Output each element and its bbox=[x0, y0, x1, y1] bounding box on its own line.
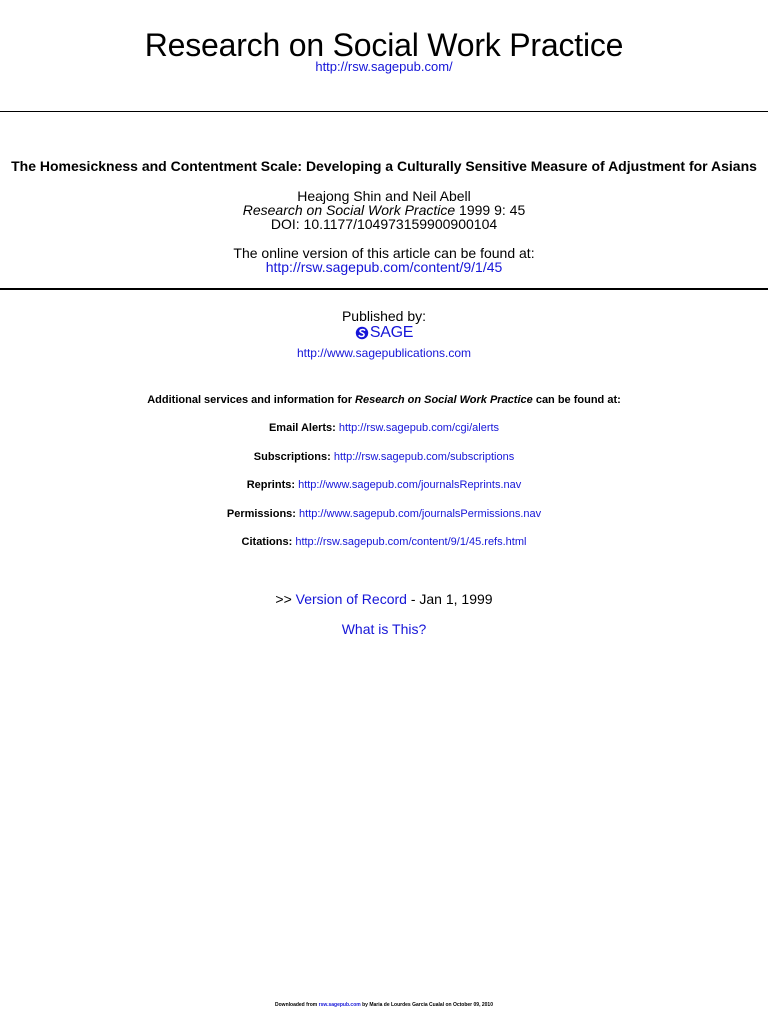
service-email-alerts bbox=[0, 422, 768, 435]
version-of-record-link[interactable]: Version of Record bbox=[295, 591, 407, 607]
service-label: Permissions: bbox=[226, 508, 296, 520]
what-is-this-line bbox=[0, 621, 768, 637]
sage-emblem-icon bbox=[355, 325, 369, 341]
journal-url-link[interactable]: http://rsw.sagepub.com/ bbox=[315, 59, 453, 74]
middle-divider bbox=[0, 288, 768, 290]
article-doi: DOI: 10.1177/104973159900900104 bbox=[270, 216, 498, 232]
service-label: Reprints: bbox=[246, 479, 296, 491]
online-version-label: The online version of this article can be found at: bbox=[233, 245, 535, 261]
permissions-link[interactable]: http://www.sagepub.com/journalsPermissions.nav bbox=[299, 508, 542, 520]
service-citations bbox=[0, 536, 768, 549]
journal-title: Research on Social Work Practice bbox=[144, 27, 624, 63]
publisher-url-link[interactable]: http://www.sagepublications.com bbox=[296, 346, 472, 360]
service-label: Citations: bbox=[241, 536, 293, 548]
top-divider bbox=[0, 111, 768, 112]
download-footer bbox=[0, 1002, 768, 1008]
sage-logo-text: SAGE bbox=[369, 324, 414, 341]
article-title: The Homesickness and Contentment Scale: Developing a Culturally Sensitive Measure of Adjustment for Asians bbox=[11, 158, 757, 174]
additional-services-label bbox=[0, 394, 768, 407]
citation-issue: 1999 9: 45 bbox=[455, 202, 526, 218]
email-alerts-link[interactable]: http://rsw.sagepub.com/cgi/alerts bbox=[338, 422, 500, 434]
citations-link[interactable]: http://rsw.sagepub.com/content/9/1/45.refs.html bbox=[295, 536, 527, 548]
vor-date: - Jan 1, 1999 bbox=[406, 591, 493, 607]
article-authors: Heajong Shin and Neil Abell bbox=[297, 188, 471, 204]
services-intro-suffix: can be found at: bbox=[532, 394, 621, 406]
service-reprints bbox=[0, 479, 768, 492]
services-intro-prefix: Additional services and information for bbox=[147, 394, 356, 406]
sage-logo[interactable] bbox=[0, 324, 768, 344]
online-version-link[interactable]: http://rsw.sagepub.com/content/9/1/45 bbox=[265, 259, 503, 275]
publisher-url-line bbox=[0, 346, 768, 360]
service-label: Subscriptions: bbox=[253, 451, 331, 463]
footer-site-link[interactable]: rsw.sagepub.com bbox=[318, 1002, 361, 1008]
reprints-link[interactable]: http://www.sagepub.com/journalsReprints.nav bbox=[298, 479, 522, 491]
published-by-label: Published by: bbox=[341, 308, 427, 324]
version-of-record-line bbox=[0, 591, 768, 607]
citation-journal: Research on Social Work Practice bbox=[242, 202, 456, 218]
services-intro-journal: Research on Social Work Practice bbox=[355, 394, 533, 406]
service-label: Email Alerts: bbox=[268, 422, 336, 434]
footer-prefix: Downloaded from bbox=[275, 1002, 319, 1008]
journal-url-line bbox=[0, 59, 768, 75]
what-is-this-link[interactable]: What is This? bbox=[341, 621, 427, 637]
service-permissions bbox=[0, 508, 768, 521]
vor-prefix: >> bbox=[275, 591, 296, 607]
service-subscriptions bbox=[0, 451, 768, 464]
footer-suffix: by Maria de Lourdes Garcia Cualal on October 09, 2010 bbox=[360, 1002, 493, 1008]
online-version-line bbox=[0, 260, 768, 275]
subscriptions-link[interactable]: http://rsw.sagepub.com/subscriptions bbox=[333, 451, 515, 463]
